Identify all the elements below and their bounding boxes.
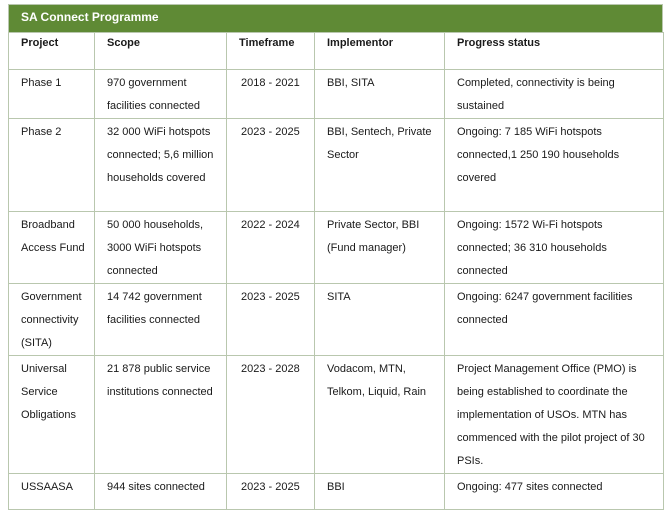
- cell-scope: 944 sites connected: [95, 474, 227, 510]
- cell-implementor: BBI: [315, 474, 445, 510]
- header-project: Project: [9, 33, 95, 70]
- cell-progress-status: Ongoing: 477 sites connected: [445, 474, 664, 510]
- table-row: [9, 212, 664, 284]
- table-row: [9, 70, 664, 119]
- cell-scope: 50 000 households, 3000 WiFi hotspots connected: [95, 212, 227, 284]
- cell-scope: 32 000 WiFi hotspots connected; 5,6 million households covered: [95, 119, 227, 212]
- cell-implementor: Private Sector, BBI (Fund manager): [315, 212, 445, 284]
- cell-implementor: BBI, SITA: [315, 70, 445, 119]
- cell-implementor: SITA: [315, 284, 445, 356]
- cell-project: Broadband Access Fund: [9, 212, 95, 284]
- cell-implementor: BBI, Sentech, Private Sector: [315, 119, 445, 212]
- cell-progress-status: Ongoing: 6247 government facilities connected: [445, 284, 664, 356]
- cell-implementor: Vodacom, MTN, Telkom, Liquid, Rain: [315, 356, 445, 474]
- cell-timeframe: 2023 - 2025: [227, 119, 315, 212]
- table-row: [9, 474, 664, 510]
- cell-progress-status: Ongoing: 7 185 WiFi hotspots connected,1 250 190 households covered: [445, 119, 664, 212]
- cell-project: Government connectivity (SITA): [9, 284, 95, 356]
- table-row: [9, 284, 664, 356]
- cell-project: Universal Service Obligations: [9, 356, 95, 474]
- cell-timeframe: 2022 - 2024: [227, 212, 315, 284]
- table-row: [9, 356, 664, 474]
- cell-timeframe: 2023 - 2028: [227, 356, 315, 474]
- header-scope: Scope: [95, 33, 227, 70]
- table-title: SA Connect Programme: [8, 4, 663, 32]
- cell-timeframe: 2018 - 2021: [227, 70, 315, 119]
- cell-timeframe: 2023 - 2025: [227, 284, 315, 356]
- cell-scope: 970 government facilities connected: [95, 70, 227, 119]
- header-progress-status: Progress status: [445, 33, 664, 70]
- cell-timeframe: 2023 - 2025: [227, 474, 315, 510]
- table-row: [9, 119, 664, 212]
- header-timeframe: Timeframe: [227, 33, 315, 70]
- cell-project: Phase 2: [9, 119, 95, 212]
- sa-connect-table: [8, 32, 664, 510]
- header-row: [9, 33, 664, 70]
- cell-progress-status: Completed, connectivity is being sustained: [445, 70, 664, 119]
- cell-scope: 14 742 government facilities connected: [95, 284, 227, 356]
- header-implementor: Implementor: [315, 33, 445, 70]
- cell-progress-status: Project Management Office (PMO) is being established to coordinate the implementation of USOs. MTN has commenced with the pilot project of 30 PSIs.: [445, 356, 664, 474]
- cell-project: USSAASA: [9, 474, 95, 510]
- cell-progress-status: Ongoing: 1572 Wi-Fi hotspots connected; 36 310 households connected: [445, 212, 664, 284]
- cell-project: Phase 1: [9, 70, 95, 119]
- sa-connect-table-container: [8, 4, 663, 510]
- cell-scope: 21 878 public service institutions connected: [95, 356, 227, 474]
